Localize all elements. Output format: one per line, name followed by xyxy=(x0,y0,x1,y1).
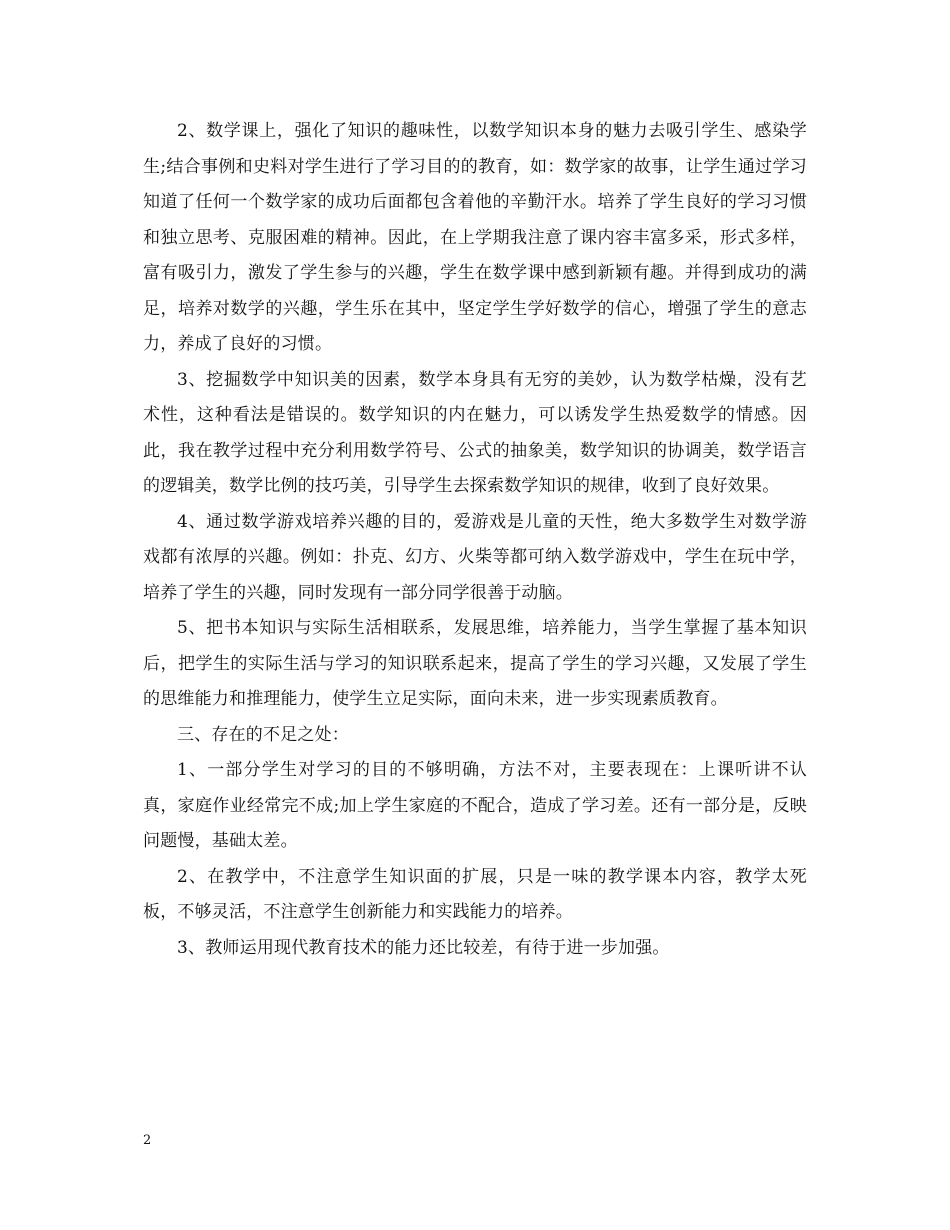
paragraph-interest: 2、数学课上，强化了知识的趣味性，以数学知识本身的魅力去吸引学生、感染学生;结合事例和史料对学生进行了学习目的的教育，如：数学家的故事，让学生通过学习知道了任何一个数学家的成功后面都包含着他的辛勤汗水。培养了学生良好的学习习惯和独立思考、克服困难的精神。因此，在上学期我注意了课内容丰富多采，形式多样，富有吸引力，激发了学生参与的兴趣，学生在数学课中感到新颖有趣。并得到成功的满足，培养对数学的兴趣，学生乐在其中，坚定学生学好数学的信心，增强了学生的意志力，养成了良好的习惯。 xyxy=(143,121,807,354)
body-text xyxy=(143,114,807,966)
paragraph-real-life: 5、把书本知识与实际生活相联系，发展思维，培养能力，当学生掌握了基本知识后，把学生的实际生活与学习的知识联系起来，提高了学生的学习兴趣，又发展了学生的思维能力和推理能力，使学生立足实际，面向未来，进一步实现素质教育。 xyxy=(143,618,807,709)
paragraph-shortcoming-1: 1、一部分学生对学习的目的不够明确，方法不对，主要表现在：上课听讲不认真，家庭作业经常完不成;加上学生家庭的不配合，造成了学习差。还有一部分是，反映问题慢，基础太差。 xyxy=(143,760,807,851)
section-heading-shortcomings: 三、存在的不足之处： xyxy=(177,724,349,745)
page-number: 2 xyxy=(143,1133,152,1148)
paragraph-shortcoming-3: 3、教师运用现代教育技术的能力还比较差，有待于进一步加强。 xyxy=(177,937,670,958)
paragraph-shortcoming-2: 2、在教学中，不注意学生知识面的扩展，只是一味的教学课本内容，教学太死板，不够灵活，不注意学生创新能力和实践能力的培养。 xyxy=(143,866,807,922)
paragraph-beauty: 3、挖掘数学中知识美的因素，数学本身具有无穷的美妙，认为数学枯燥，没有艺术性，这种看法是错误的。数学知识的内在魅力，可以诱发学生热爱数学的情感。因此，我在教学过程中充分利用数学符号、公式的抽象美，数学知识的协调美，数学语言的逻辑美，数学比例的技巧美，引导学生去探索数学知识的规律，收到了良好效果。 xyxy=(143,369,807,496)
paragraph-games: 4、通过数学游戏培养兴趣的目的，爱游戏是儿童的天性，绝大多数学生对数学游戏都有浓厚的兴趣。例如：扑克、幻方、火柴等都可纳入数学游戏中，学生在玩中学，培养了学生的兴趣，同时发现有一部分同学很善于动脑。 xyxy=(143,511,807,603)
